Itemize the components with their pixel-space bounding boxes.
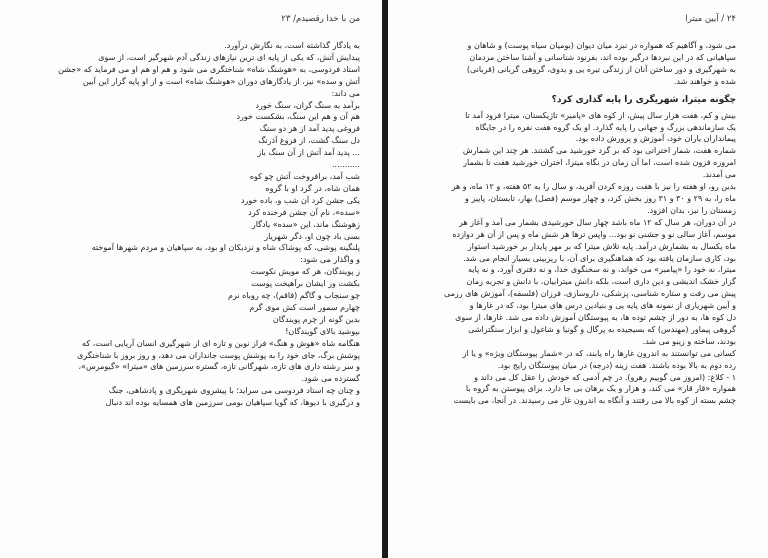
text-line: یک سازماندهی بزرگ و جهانی را پایه گذارد. او یک گروه هفت نفره را در جایگاه (475, 122, 736, 132)
right-page-running-title: ۲۴ / آیین میترا (685, 14, 736, 24)
poem-line: ... پدید آمد آتش از آن سنگ باز (257, 148, 360, 158)
text-line: آتش و سده» نیز، از یادگارهای دوران «هوشنگ شاه» است و از او پایه گزار این آیین (82, 76, 360, 86)
text-line: بود، کاری سازمان یافته بود که هماهنگیری برای آن، با ریزبینی بسیار انجام می شد. (463, 253, 736, 263)
text-line: موسم، آغاز سالی نو و جشنی نو بود... واپس ترها هر شش ماه و پس از آن هر دوازده (452, 229, 736, 239)
left-page-running-title: من با خدا رقصیدم/ ۲۳ (281, 14, 360, 24)
text-line: هنگامه شاه «هوش و هنگ» فراز نوین و تازه ای از شهرگیری انسان آریایی است، که (82, 338, 360, 348)
text-line: پلنگینه پوشی، که پوشاک شاه و نزدیکان او بود، به سپاهیان و مردم شهرها آموخته (91, 243, 360, 253)
text-line: شماره هفت، شمار اختراتی بود که بر گرد خورشید می گشتند. هر چند این شمارش (462, 146, 736, 156)
poem-line: برآمد به سنگ گران، سنگ خورد (255, 100, 360, 110)
text-line: دل کوه ها، به دور از چشم توده ها، به پیوستگان آموزش داده می شد. غارها، از سوی (455, 313, 736, 323)
text-line: بیش و کم، هفت هزار سال پیش، از کوه های «پامیر» تاژیکستان، میترا فرود آمد تا (465, 110, 736, 120)
text-line: در آن دوران، هر سال که ۱۲ ماه باشد چهار سال خورشیدی بشمار می آمد و آغاز هر (458, 217, 736, 227)
poem-line: دل سنگ گشت، از فروغ آذرنگ (258, 136, 360, 146)
poem-line: فروغی پدید آمد از هر دو سنگ (259, 124, 360, 134)
text-line: می شود، و آگاهیم که همواره در نبرد میان دیوان (بومیان سیاه پوست) و شاهان و (467, 41, 736, 50)
text-line: استاد فردوسی، به «هوشنگ شاه» شناختگری می شود و هم او هم او می فرماید که «جشن (58, 64, 360, 74)
text-line: امروزه فزون شده است، اما آن زمان در نگاه میترا، اختران خورشید هفت تا بشمار (463, 158, 736, 168)
text-line: گروهی پیماور (مهندس) که بسیجیده به پرگال و گونیا و شاغول و ابزار سنگتراشی (468, 324, 736, 334)
section-heading: چگونه میترا، شهریگری را پایه گذاری کرد؟ (551, 94, 736, 105)
poem-line: بسی باد چون او، دگر شهریار (264, 231, 360, 241)
right-page-body (414, 40, 736, 407)
text-line: پیش می رفت و ستاره شناسی، پزشکی، داروسازی، فرزان (فلسفه)، آموزش های رزمی (443, 289, 736, 299)
text-line: پیمانداران یاران خود، آموزش و پرورش داده بود. (575, 134, 736, 144)
text-line: به شهرگیری و دور ساختن آنان از زندگی تیره یی و بدوی، گروهی گربانی (قربانی) (466, 64, 736, 74)
poem-line: هم آن و هم این سنگ، بشکست خورد (236, 112, 360, 122)
text-line: و چنان چه استاد فردوسی می سراید؛ با پیشروی شهریگری و پادشاهی، جنگ (108, 386, 360, 396)
text-line: بودند، ساخته و زیبو می شد. (642, 336, 736, 346)
text-line: بدین رو، او هفته را نیز با هفت روزه کردن آفرید، و سال را به ۵۲ هفته، و ۱۲ ماه، و هر (451, 182, 736, 192)
text-line: و آیین شهریاری از نمونه های پایه یی و بنیادین درس های میترا بود، که در غارها و (469, 301, 736, 311)
right-book-page (388, 0, 768, 558)
text-line: میترا، نه خود را «پیامبر» می خواند، و نه سخنگوی خدا، و نه دفتری آورد، و نه پایه (468, 265, 736, 275)
poem-line: شب آمد، برافروخت آتش چو کوه (249, 171, 360, 181)
poem-line: بکشت وز ایشان برآهیخت پوست (251, 279, 360, 289)
poem-line: چهارم سمور است کش موی گرم (249, 302, 360, 312)
text-line: چشم بسته از کوه بالا می رفتند و آنگاه به اندرون غار می رسیدند. در آنجا، می بایست (453, 396, 736, 406)
left-book-page (0, 0, 382, 558)
right-page-header (414, 14, 736, 30)
text-line: کسانی می توانستند به اندرون غارها راه یابند، که در «شمار پیوستگان ویژه» و یا از (462, 348, 736, 358)
text-line: همواره «قار قار» می کند، و هزار و یک برهان بی جا دارد. برای پیوستن به گروه با (465, 384, 736, 394)
poem-line: همان شاه، در گرد او با گروه (265, 183, 360, 193)
poem-line: «سده»، نام آن جشن فرخنده کرد (248, 207, 360, 217)
poem-line: ز پویندگان، هر که مویش نکوست (250, 267, 360, 277)
text-line: و سر رشته داری های تازه، شهرگانی تازه، گستره سرزمین های «میترا» «گیومرس»، (78, 362, 360, 372)
poem-line: چو سنجاب و گاگم (قاقم)، چه روباه نرم (227, 291, 360, 301)
text-line: و واگذار می شود: (300, 255, 360, 265)
poem-line: ........... (332, 160, 360, 170)
text-line: به یادگار گذاشته است، به نگارش درآورد. (224, 41, 360, 50)
text-line: گسترده می شود. (301, 374, 360, 384)
text-line: می آمدند. (702, 170, 736, 180)
text-line: ۱ - کلاغ: (امروز می گوییم رهرو). در چم آدمی که خودش را عقل کل می داند و (474, 372, 736, 382)
text-line: سپاهیانی که در این نبردها درگیر بوده اند، بفرنود شناسانی و آشنا ساختن مردمان (469, 52, 736, 62)
text-line: رده دوم به بالا بوده باشند. هفت زینه (درجه) در میان پیوستگان رایج بود. (497, 360, 736, 370)
left-page-header (26, 14, 360, 30)
text-line: شده و خواهند شد. (673, 76, 736, 86)
poem-line: یکی جشن کرد آن شب و، باده خورد (240, 195, 360, 205)
poem-line: بدین گونه از چرم پویندگان (272, 314, 360, 324)
poem-line: زهوشنگ ماند، این «سده» یادگار (251, 219, 360, 229)
text-line: زمستان را نیز، بدان افزود. (647, 205, 736, 215)
text-line: ماه را، به ۲۹ و ۳۰ و ۳۱ روز بخش کرد، و چهار موسم (فصل) بهار، تابستان، پاییز و (465, 193, 736, 203)
text-line: گزار خشک اندیشی و دین داری است، بلکه دانش میترابیان، با دانش و تجربه زمان (466, 277, 736, 287)
text-line: ماه یکسال به بشمارش درآمد. پایه تلاش میترا که بر مهر پایدار بر خورشید استوار (467, 241, 736, 251)
left-page-body (26, 40, 360, 409)
text-line: پیدایش آتش، که یکی از پایه ای ترین نیازهای زندگی آدم شهرگیر است، از سوی (98, 52, 360, 62)
text-line: می داند: (331, 88, 360, 98)
poem-line: بپوشید بالای گویندگان! (285, 326, 360, 336)
text-line: پوشش برگ، جای خود را به پوشش پوست جانداران می دهد، و روز بروز با شناختگری (77, 350, 360, 360)
text-line: و درگیری با دیوها، که گویا سپاهیان بومی سرزمین های همسایه بوده اند دنبال (105, 398, 360, 408)
